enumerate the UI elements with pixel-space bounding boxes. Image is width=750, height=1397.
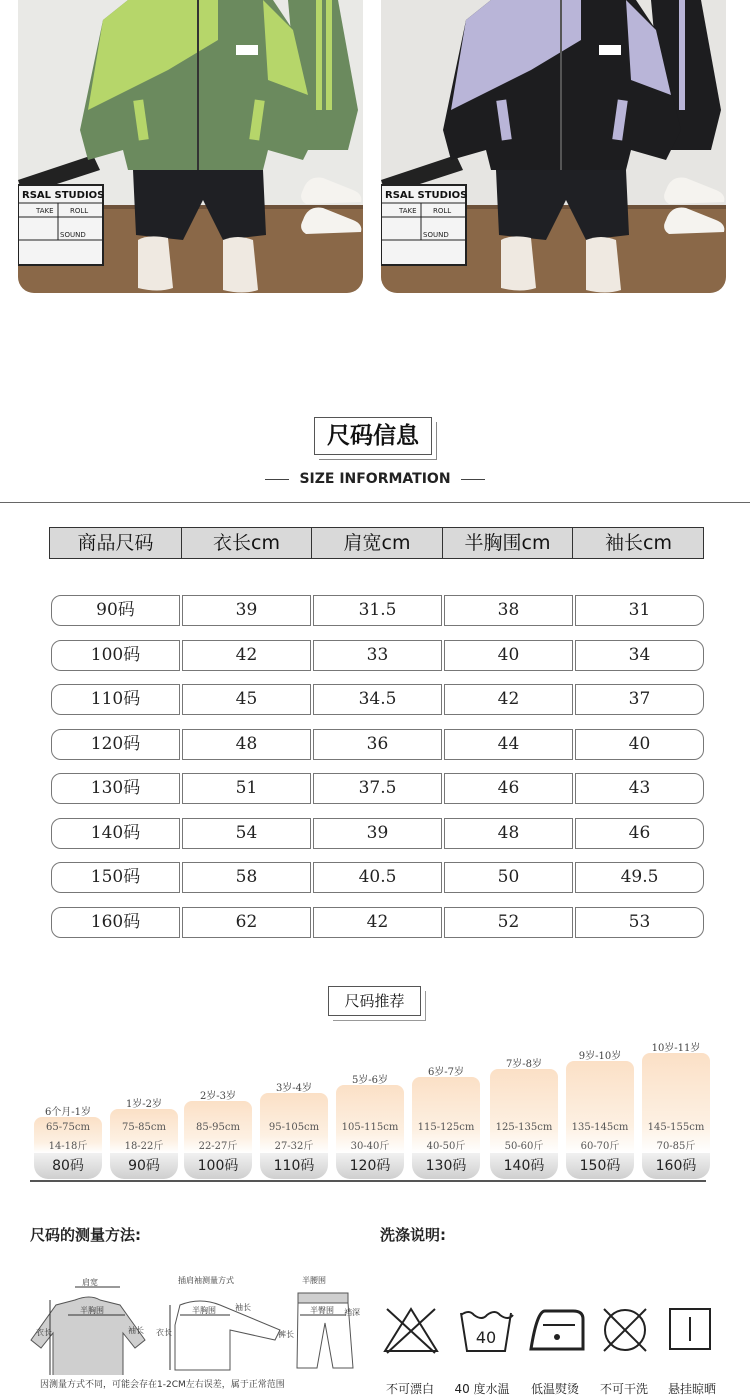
label-half-hip: 半臀围 (310, 1306, 334, 1315)
section-divider (0, 502, 750, 503)
bar-age: 5岁-6岁 (351, 1075, 389, 1086)
recommend-baseline (30, 1180, 706, 1182)
label-length: 衣长 (36, 1328, 52, 1337)
table-cell: 100码 (51, 640, 180, 671)
table-cell: 31.5 (313, 595, 442, 626)
bar-height: 105-115cm (341, 1122, 399, 1133)
measure-title: 尺码的测量方法: (30, 1226, 141, 1244)
size-bar (336, 1075, 404, 1153)
table-cell: 40 (444, 640, 573, 671)
table-cell: 40.5 (313, 862, 442, 893)
table-cell: 110码 (51, 684, 180, 715)
table-cell: 160码 (51, 907, 180, 938)
bar-age: 9岁-10岁 (578, 1051, 622, 1062)
size-bar (110, 1099, 178, 1153)
table-cell: 42 (313, 907, 442, 938)
bar-age: 10岁-11岁 (651, 1043, 701, 1054)
label-sleeve: 袖长 (128, 1326, 144, 1335)
table-cell: 140码 (51, 818, 180, 849)
bar-weight: 18-22斤 (124, 1141, 164, 1152)
size-pill: 160码 (642, 1153, 710, 1179)
label-pants-length: 裤长 (278, 1330, 294, 1339)
table-cell: 46 (444, 773, 573, 804)
size-recommend-title: 尺码推荐 (328, 986, 421, 1016)
size-pill: 130码 (412, 1153, 480, 1179)
table-cell: 54 (182, 818, 311, 849)
table-cell: 49.5 (575, 862, 704, 893)
table-cell: 39 (313, 818, 442, 849)
clapper-cell: TAKE (36, 207, 54, 215)
table-cell: 46 (575, 818, 704, 849)
table-cell: 36 (313, 729, 442, 760)
size-table-header (49, 527, 704, 559)
table-cell: 37 (575, 684, 704, 715)
bar-weight: 27-32斤 (274, 1141, 314, 1152)
table-cell: 62 (182, 907, 311, 938)
wash-temp: 40 (475, 1328, 497, 1347)
table-cell: 40 (575, 729, 704, 760)
table-cell: 43 (575, 773, 704, 804)
bar-height: 75-85cm (122, 1122, 166, 1133)
care-label-low-iron: 低温熨烫 (530, 1382, 579, 1396)
size-pill: 140码 (490, 1153, 558, 1179)
header-cell-size: 商品尺码 (50, 528, 182, 558)
bar-height: 125-135cm (495, 1122, 553, 1133)
pants-diagram (278, 1275, 360, 1368)
bar-age: 2岁-3岁 (199, 1091, 237, 1102)
bar-age: 1岁-2岁 (125, 1099, 163, 1110)
size-info-subtitle (0, 471, 750, 487)
bar-weight: 50-60斤 (504, 1141, 544, 1152)
table-cell: 130码 (51, 773, 180, 804)
table-row (51, 773, 704, 804)
size-info-title: 尺码信息 (314, 417, 432, 455)
bar-height: 135-145cm (571, 1122, 629, 1133)
size-pill: 80码 (34, 1153, 102, 1179)
bar-age: 6岁-7岁 (427, 1067, 465, 1078)
table-cell: 37.5 (313, 773, 442, 804)
header-cell-sleeve: 袖长cm (605, 532, 672, 554)
bar-height: 115-125cm (417, 1122, 475, 1133)
table-cell: 90码 (51, 595, 180, 626)
size-pill: 90码 (110, 1153, 178, 1179)
label-raglan-title: 插肩袖测量方式 (178, 1276, 234, 1285)
care-title: 洗涤说明: (380, 1226, 446, 1244)
bar-weight: 40-50斤 (426, 1141, 466, 1152)
label-half-waist: 半腰围 (302, 1276, 326, 1285)
table-row (51, 907, 704, 938)
table-cell: 33 (313, 640, 442, 671)
size-bar (566, 1051, 634, 1153)
bar-height: 65-75cm (46, 1122, 90, 1133)
table-row (51, 640, 704, 671)
table-cell: 150码 (51, 862, 180, 893)
table-cell: 44 (444, 729, 573, 760)
measure-diagram (30, 1275, 370, 1375)
table-cell: 31 (575, 595, 704, 626)
sweater-diagram (31, 1277, 145, 1375)
divider (461, 479, 485, 480)
table-cell: 42 (182, 640, 311, 671)
care-label-hang-dry: 悬挂晾晒 (667, 1382, 716, 1396)
table-cell: 48 (182, 729, 311, 760)
table-row (51, 595, 704, 626)
no-bleach-icon (381, 1305, 441, 1355)
clapper-title: RSAL STUDIOS (22, 190, 105, 201)
clapper-title: RSAL STUDIOS (385, 190, 468, 201)
label-half-chest-2: 半胸围 (192, 1306, 216, 1315)
size-pill: 110码 (260, 1153, 328, 1179)
header-cell-length: 衣长cm (182, 528, 312, 558)
bar-age: 7岁-8岁 (505, 1059, 543, 1070)
label-shoulder: 肩宽 (82, 1278, 98, 1287)
size-bar (184, 1091, 252, 1153)
table-cell: 53 (575, 907, 704, 938)
size-bar (260, 1083, 328, 1153)
care-label-wash-40: 40 度水温 (454, 1382, 510, 1396)
header-cell-shoulder: 肩宽cm (312, 528, 443, 558)
clapper-cell: ROLL (70, 207, 89, 215)
clapper-cell: SOUND (423, 231, 449, 239)
table-cell: 120码 (51, 729, 180, 760)
size-bar (412, 1067, 480, 1153)
table-cell: 52 (444, 907, 573, 938)
divider (265, 479, 289, 480)
bar-height: 85-95cm (196, 1122, 240, 1133)
measure-note: 因测量方式不同，可能会存在1-2CM左右误差，属于正常范围 (40, 1380, 285, 1390)
table-cell: 50 (444, 862, 573, 893)
header-cell-chest: 半胸围cm (443, 528, 573, 558)
wash-40-icon (458, 1305, 514, 1355)
size-pill: 120码 (336, 1153, 404, 1179)
table-cell: 34.5 (313, 684, 442, 715)
table-row (51, 729, 704, 760)
low-iron-icon (527, 1305, 587, 1355)
bar-height: 145-155cm (647, 1122, 705, 1133)
bar-weight: 60-70斤 (580, 1141, 620, 1152)
table-cell: 38 (444, 595, 573, 626)
table-cell: 48 (444, 818, 573, 849)
product-photo-black (381, 0, 726, 293)
hang-dry-icon (668, 1305, 714, 1355)
care-label-no-bleach: 不可漂白 (385, 1382, 434, 1396)
bar-age: 6个月-1岁 (44, 1107, 92, 1118)
table-cell: 45 (182, 684, 311, 715)
bar-age: 3岁-4岁 (275, 1083, 313, 1094)
clapper-cell: ROLL (433, 207, 452, 215)
table-cell: 39 (182, 595, 311, 626)
size-bar (642, 1043, 710, 1153)
bar-weight: 70-85斤 (656, 1141, 696, 1152)
bar-height: 95-105cm (268, 1122, 320, 1133)
table-row (51, 818, 704, 849)
table-cell: 51 (182, 773, 311, 804)
no-dry-clean-icon (600, 1305, 652, 1355)
label-rise: 裆深 (344, 1308, 360, 1317)
size-pill: 100码 (184, 1153, 252, 1179)
table-cell: 42 (444, 684, 573, 715)
clapper-cell: SOUND (60, 231, 86, 239)
raglan-diagram (156, 1275, 280, 1370)
label-sleeve-2: 袖长 (235, 1303, 251, 1312)
size-bar (34, 1107, 102, 1153)
size-info-subtitle-text: SIZE INFORMATION (299, 471, 451, 487)
bar-weight: 30-40斤 (350, 1141, 390, 1152)
table-row (51, 862, 704, 893)
label-half-chest: 半胸围 (80, 1306, 104, 1315)
care-label-no-dry-clean: 不可干洗 (599, 1382, 648, 1396)
label-length-2: 衣长 (156, 1328, 172, 1337)
bar-weight: 14-18斤 (48, 1141, 88, 1152)
product-photo-green (18, 0, 363, 293)
clapper-cell: TAKE (399, 207, 417, 215)
table-cell: 58 (182, 862, 311, 893)
size-pill: 150码 (566, 1153, 634, 1179)
table-cell: 34 (575, 640, 704, 671)
size-bar (490, 1059, 558, 1153)
bar-weight: 22-27斤 (198, 1141, 238, 1152)
table-row (51, 684, 704, 715)
